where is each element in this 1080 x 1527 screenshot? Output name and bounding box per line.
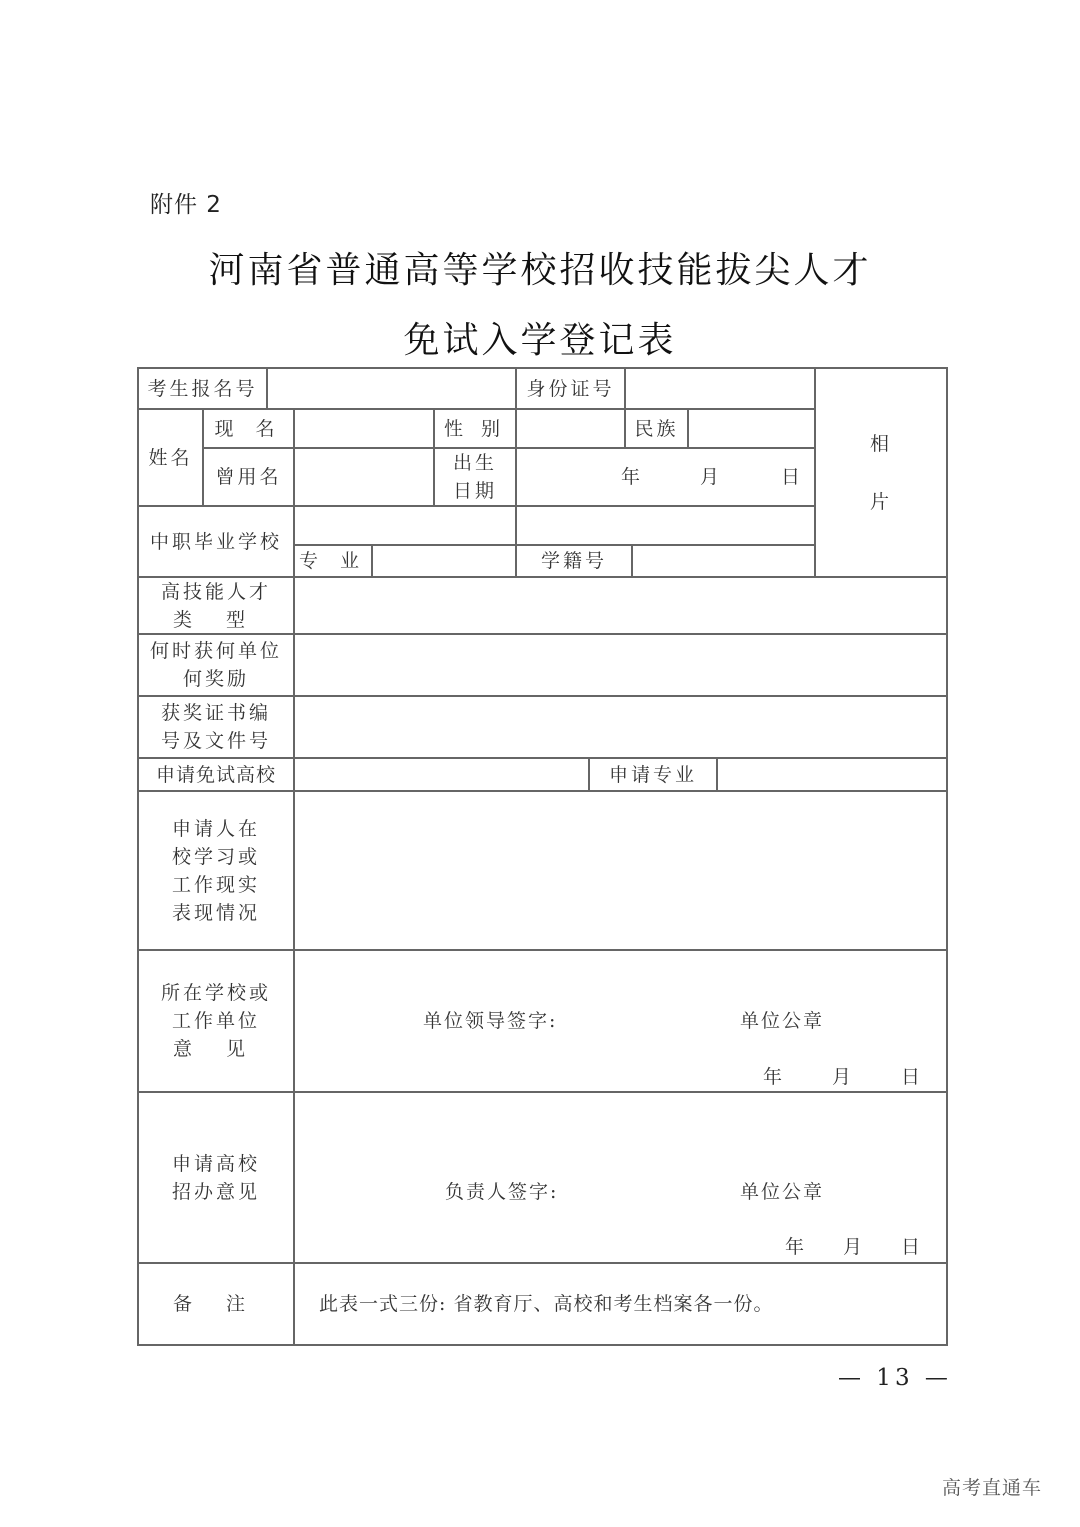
remarks-label: 备 注 [172, 1293, 260, 1315]
birth-year-label: 年 [621, 466, 644, 488]
photo-label-1: 相 [869, 432, 892, 455]
birth-date-label-1: 出生 [452, 452, 497, 474]
unit-leader-signature-label: 单位领导签字: [423, 1010, 558, 1032]
unit-opinion-label-line: 工作单位 [171, 1010, 260, 1032]
attachment-label: 附件 2 [150, 192, 222, 218]
award-label-1: 何时获何单位 [149, 640, 282, 662]
birth-date-label [435, 449, 515, 505]
birth-date-label-2: 日期 [452, 480, 497, 502]
page-number: — 13 — [838, 1365, 952, 1391]
applied-major-label: 申请专业 [608, 763, 697, 786]
birth-date-field[interactable] [517, 449, 814, 505]
remarks-text: 此表一式三份: 省教育厅、高校和考生档案各一份。 [319, 1293, 774, 1315]
photo-box[interactable] [816, 369, 946, 576]
unit-seal-label: 单位公章 [740, 1010, 825, 1032]
current-name-field[interactable] [295, 410, 433, 447]
ethnicity-field[interactable] [689, 410, 814, 447]
ethnicity-label: 民族 [634, 417, 679, 440]
registration-no-label: 考生报名号 [147, 377, 258, 400]
former-name-label: 曾用名 [215, 466, 282, 488]
birth-day-label: 日 [781, 466, 804, 488]
grid-line [946, 367, 948, 1346]
performance-label-line: 申请人在 [171, 817, 260, 840]
student-no-label: 学籍号 [540, 550, 607, 572]
performance-field[interactable] [295, 792, 946, 949]
college-opinion-label [139, 1093, 293, 1262]
unit-date-year: 年 [763, 1066, 786, 1088]
unit-date-month: 月 [832, 1066, 855, 1088]
college-date-day: 日 [901, 1236, 924, 1258]
current-name-label: 现 名 [214, 417, 283, 440]
birth-month-label: 月 [700, 466, 723, 488]
college-opinion-label-line: 招办意见 [171, 1180, 260, 1203]
applied-school-label: 申请免试高校 [155, 763, 276, 786]
id-no-label: 身份证号 [526, 377, 615, 400]
former-name-field[interactable] [295, 449, 433, 505]
unit-opinion-label [139, 951, 293, 1091]
certificate-label-2: 号及文件号 [160, 730, 271, 752]
performance-label-line: 表现情况 [171, 901, 260, 924]
college-date-month: 月 [843, 1236, 866, 1258]
photo-label-2: 片 [869, 490, 892, 513]
certificate-label [139, 697, 293, 757]
award-field[interactable] [295, 635, 946, 695]
talent-type-field[interactable] [295, 578, 946, 633]
performance-label-line: 校学习或 [171, 845, 260, 868]
award-label-2: 何奖励 [182, 668, 249, 690]
talent-type-label-2: 类 型 [172, 608, 260, 631]
unit-opinion-label-line: 意 见 [172, 1038, 260, 1060]
vocational-school-label: 中职毕业学校 [149, 530, 282, 553]
certificate-field[interactable] [295, 697, 946, 757]
applied-school-field[interactable] [295, 759, 588, 790]
college-opinion-label-line: 申请高校 [171, 1152, 260, 1175]
performance-label-line: 工作现实 [171, 873, 260, 896]
name-label: 姓名 [148, 446, 193, 469]
performance-label [139, 792, 293, 949]
unit-date-day: 日 [901, 1066, 924, 1088]
gender-label: 性 别 [443, 417, 507, 440]
college-signature-label: 负责人签字: [445, 1181, 559, 1203]
id-no-field[interactable] [626, 369, 814, 408]
award-label [139, 635, 293, 695]
vocational-school-field[interactable] [295, 507, 814, 544]
major-field[interactable] [373, 546, 515, 576]
form-title-line1: 河南省普通高等学校招收技能拔尖人才 [208, 250, 872, 291]
gender-field[interactable] [517, 410, 624, 447]
college-date-year: 年 [785, 1236, 808, 1258]
talent-type-label-1: 高技能人才 [160, 580, 271, 603]
applied-major-field[interactable] [718, 759, 946, 790]
unit-opinion-label-line: 所在学校或 [160, 982, 271, 1004]
form-title-line2: 免试入学登记表 [403, 320, 677, 361]
talent-type-label [139, 578, 293, 633]
college-seal-label: 单位公章 [740, 1181, 825, 1203]
certificate-label-1: 获奖证书编 [160, 702, 271, 724]
unit-opinion-field[interactable] [295, 951, 946, 1091]
college-opinion-field[interactable] [295, 1093, 946, 1262]
watermark: 高考直通车 [942, 1477, 1043, 1499]
student-no-field[interactable] [633, 546, 814, 576]
registration-no-field[interactable] [268, 369, 515, 408]
major-label: 专 业 [298, 550, 368, 572]
grid-line [137, 1344, 948, 1346]
